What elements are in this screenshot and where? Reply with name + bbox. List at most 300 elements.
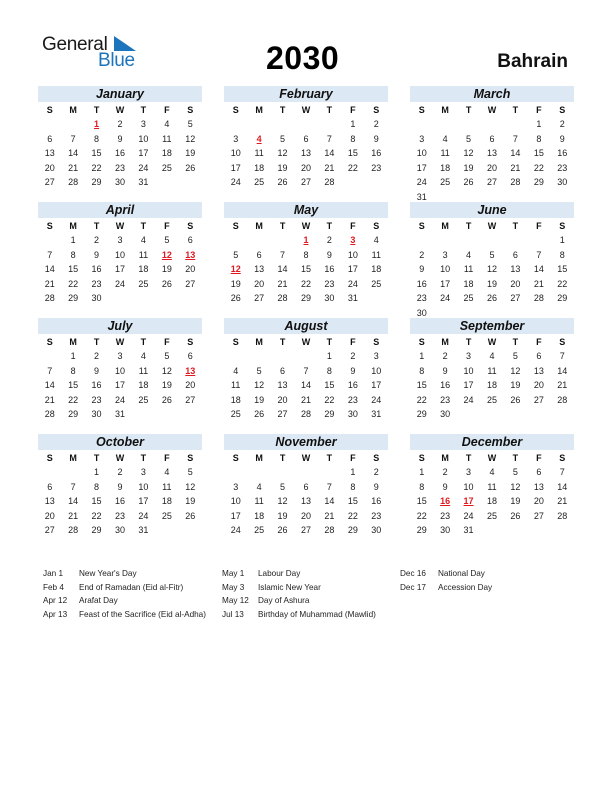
day-cell: 11 — [440, 148, 450, 158]
holiday-date: May 3 — [222, 582, 245, 592]
holiday-row — [400, 567, 492, 581]
day-cell: 15 — [533, 148, 544, 158]
day-cell: 29 — [324, 409, 335, 419]
day-cell: 25 — [138, 394, 149, 405]
day-cell: 15 — [324, 380, 335, 390]
weekday-label: M — [255, 221, 263, 231]
empty-cell — [433, 233, 456, 248]
day-cell: 27 — [185, 278, 196, 289]
day-cell: 9 — [326, 249, 332, 260]
day-cell: 15 — [347, 148, 358, 158]
weekday-label: T — [465, 221, 472, 231]
holiday-date: May 1 — [222, 569, 245, 578]
day-cell: 11 — [487, 365, 497, 376]
day-cell: 31 — [114, 409, 125, 419]
empty-cell — [480, 233, 503, 248]
day-cell: 8 — [326, 365, 332, 376]
day-cell: 11 — [162, 481, 172, 492]
month-header: July — [38, 318, 202, 334]
day-cell: 28 — [68, 525, 79, 535]
holiday-name: Accession Day — [438, 582, 493, 592]
holiday-name: End of Ramadan (Eid al-Fitr) — [79, 582, 184, 592]
day-cell: 21 — [300, 394, 311, 405]
day-cell: 27 — [277, 409, 288, 419]
day-cell: 2 — [117, 119, 123, 129]
weekday-label: S — [187, 105, 194, 115]
day-cell: 26 — [510, 394, 521, 405]
day-cell: 29 — [91, 177, 102, 187]
day-cell: 27 — [44, 525, 55, 535]
empty-cell — [271, 117, 294, 132]
day-cell: 20 — [254, 278, 265, 289]
day-cell: 8 — [559, 249, 565, 260]
day-cell: 19 — [277, 162, 288, 173]
day-cell: 22 — [557, 278, 568, 289]
day-cell: 19 — [486, 278, 497, 289]
day-cell: 23 — [440, 510, 451, 521]
empty-cell — [247, 117, 270, 132]
weekday-label: F — [164, 105, 170, 115]
day-cell: 17 — [138, 148, 149, 158]
day-cell: 10 — [230, 148, 241, 158]
holiday-name: Feast of the Sacrifice (Eid al-Adha) — [79, 609, 206, 619]
day-cell: 2 — [419, 249, 425, 260]
holiday-name: Islamic New Year — [258, 582, 321, 592]
day-cell: 9 — [94, 365, 100, 376]
day-cell: 22 — [416, 394, 427, 405]
day-cell: 13 — [510, 264, 521, 274]
weekday-label: M — [69, 221, 77, 231]
day-cell: 17 — [230, 162, 241, 173]
day-cell: 24 — [138, 162, 149, 173]
day-cell: 29 — [416, 525, 427, 535]
day-cell: 27 — [533, 394, 544, 405]
month-header: June — [410, 202, 574, 218]
day-grid — [38, 335, 202, 422]
day-cell: 5 — [164, 351, 170, 361]
day-cell: 19 — [254, 394, 265, 405]
day-cell: 7 — [536, 249, 542, 260]
day-cell: 13 — [533, 481, 544, 492]
day-cell: 30 — [324, 293, 335, 303]
weekday-label: W — [487, 337, 497, 347]
weekday-label: T — [326, 221, 333, 231]
day-cell: 18 — [138, 264, 149, 274]
day-cell: 3 — [117, 351, 123, 361]
day-cell: 24 — [347, 278, 358, 289]
day-grid — [410, 103, 574, 204]
day-cell: 12 — [510, 481, 521, 492]
day-cell: 24 — [230, 177, 241, 187]
day-cell: 7 — [47, 249, 53, 260]
weekday-label: T — [326, 337, 333, 347]
day-cell: 8 — [350, 133, 356, 144]
day-cell: 19 — [161, 264, 172, 274]
weekday-label: M — [69, 105, 77, 115]
weekday-label: W — [301, 453, 311, 463]
weekday-label: T — [93, 105, 100, 115]
weekday-label: S — [559, 453, 566, 463]
day-cell: 4 — [164, 119, 170, 129]
day-cell: 20 — [277, 394, 288, 405]
weekday-label: S — [46, 105, 53, 115]
day-cell: 3 — [466, 351, 472, 361]
day-cell: 19 — [277, 510, 288, 521]
day-cell: 6 — [280, 365, 286, 376]
day-cell: 10 — [347, 249, 358, 260]
day-cell: 7 — [326, 133, 332, 144]
day-cell: 12 — [277, 148, 288, 158]
day-cell: 21 — [324, 162, 335, 173]
day-cell: 29 — [347, 525, 358, 535]
day-cell: 31 — [138, 525, 149, 535]
day-cell: 1 — [326, 351, 332, 361]
day-cell: 10 — [416, 148, 427, 158]
day-cell: 8 — [350, 481, 356, 492]
day-cell: 24 — [463, 510, 474, 521]
day-cell: 10 — [138, 481, 149, 492]
month-header: January — [38, 86, 202, 102]
empty-cell — [527, 233, 550, 248]
day-cell: 25 — [254, 525, 265, 535]
day-cell: 8 — [94, 481, 100, 492]
day-cell: 15 — [300, 264, 311, 274]
day-cell: 24 — [463, 394, 474, 405]
day-cell: 15 — [91, 496, 102, 506]
day-grid — [38, 219, 202, 306]
day-cell: 2 — [94, 351, 100, 361]
day-cell: 25 — [371, 278, 382, 289]
day-cell: 8 — [70, 249, 76, 260]
day-cell: 29 — [68, 293, 79, 303]
day-cell: 11 — [138, 365, 149, 376]
day-cell: 5 — [512, 467, 518, 477]
month-header: October — [38, 434, 202, 450]
empty-cell — [224, 233, 247, 248]
day-grid — [38, 103, 202, 190]
month-march — [410, 86, 574, 204]
day-cell: 18 — [230, 394, 241, 405]
day-cell: 9 — [373, 481, 379, 492]
holiday-column — [43, 567, 206, 621]
day-cell: 25 — [440, 177, 451, 187]
day-cell: 1 — [419, 351, 425, 361]
empty-cell — [224, 349, 247, 364]
holiday-date: Jul 13 — [222, 609, 244, 619]
weekday-label: F — [164, 337, 170, 347]
weekday-label: F — [164, 453, 170, 463]
holiday-date: Dec 17 — [400, 582, 426, 592]
logo-text-general: General — [42, 34, 108, 55]
day-cell: 10 — [463, 481, 474, 492]
weekday-label: W — [487, 221, 497, 231]
holiday-day-cell: 1 — [94, 119, 100, 129]
weekday-label: T — [465, 105, 472, 115]
day-cell: 15 — [68, 264, 79, 274]
day-cell: 18 — [161, 496, 172, 506]
day-cell: 7 — [70, 481, 76, 492]
logo-triangle-icon — [114, 36, 136, 51]
day-cell: 9 — [350, 365, 356, 376]
day-cell: 31 — [463, 525, 474, 535]
day-cell: 28 — [277, 293, 288, 303]
weekday-label: F — [536, 105, 542, 115]
weekday-label: S — [373, 453, 380, 463]
day-cell: 16 — [91, 264, 102, 274]
day-cell: 12 — [463, 148, 474, 158]
day-cell: 14 — [324, 496, 335, 506]
day-cell: 23 — [114, 162, 125, 173]
day-cell: 12 — [254, 380, 265, 390]
day-cell: 27 — [486, 177, 497, 187]
day-cell: 9 — [117, 133, 123, 144]
day-cell: 5 — [489, 249, 495, 260]
day-cell: 3 — [233, 133, 239, 144]
day-cell: 6 — [489, 133, 495, 144]
empty-cell — [38, 465, 61, 480]
day-cell: 30 — [440, 409, 451, 419]
day-cell: 10 — [440, 264, 451, 274]
day-cell: 1 — [536, 119, 542, 129]
weekday-label: F — [536, 221, 542, 231]
day-cell: 27 — [254, 293, 265, 303]
month-header: November — [224, 434, 388, 450]
day-cell: 5 — [280, 481, 286, 492]
weekday-label: S — [373, 105, 380, 115]
weekday-label: S — [373, 337, 380, 347]
day-cell: 11 — [487, 481, 497, 492]
day-cell: 23 — [440, 394, 451, 405]
day-cell: 10 — [114, 249, 125, 260]
day-cell: 29 — [557, 293, 568, 303]
weekday-label: S — [232, 453, 239, 463]
day-cell: 25 — [161, 162, 172, 173]
day-cell: 8 — [70, 365, 76, 376]
empty-cell — [271, 465, 294, 480]
day-cell: 4 — [140, 235, 146, 245]
empty-cell — [318, 465, 341, 480]
weekday-label: F — [350, 105, 356, 115]
weekday-label: W — [115, 105, 125, 115]
day-cell: 22 — [416, 510, 427, 521]
day-cell: 26 — [486, 293, 497, 303]
weekday-label: S — [232, 221, 239, 231]
day-cell: 22 — [533, 162, 544, 173]
day-cell: 13 — [486, 148, 497, 158]
day-cell: 17 — [416, 162, 427, 173]
day-cell: 29 — [416, 409, 427, 419]
day-cell: 22 — [324, 394, 335, 405]
day-cell: 27 — [533, 510, 544, 521]
day-cell: 13 — [44, 496, 55, 506]
day-cell: 21 — [533, 278, 544, 289]
day-cell: 21 — [324, 510, 335, 521]
weekday-label: T — [140, 105, 147, 115]
day-cell: 22 — [68, 394, 79, 405]
empty-cell — [294, 465, 317, 480]
day-cell: 2 — [373, 467, 379, 477]
day-cell: 5 — [466, 133, 472, 144]
day-cell: 21 — [44, 394, 55, 405]
day-cell: 13 — [44, 148, 55, 158]
day-cell: 20 — [44, 510, 55, 521]
day-cell: 7 — [559, 467, 565, 477]
holiday-row — [43, 594, 206, 608]
day-cell: 10 — [463, 365, 474, 376]
day-cell: 21 — [277, 278, 288, 289]
day-cell: 8 — [419, 365, 425, 376]
holiday-row — [222, 581, 376, 595]
weekday-label: T — [326, 105, 333, 115]
day-cell: 13 — [533, 365, 544, 376]
day-cell: 1 — [559, 235, 565, 245]
holiday-row — [222, 594, 376, 608]
weekday-label: S — [418, 105, 425, 115]
day-cell: 20 — [185, 264, 196, 274]
weekday-label: T — [512, 221, 519, 231]
day-cell: 9 — [419, 264, 425, 274]
day-cell: 15 — [68, 380, 79, 390]
day-cell: 28 — [324, 177, 335, 187]
day-cell: 18 — [463, 278, 474, 289]
weekday-label: F — [350, 337, 356, 347]
day-cell: 4 — [489, 467, 495, 477]
day-cell: 17 — [230, 510, 241, 521]
day-cell: 20 — [510, 278, 521, 289]
day-cell: 2 — [373, 119, 379, 129]
day-cell: 5 — [187, 467, 193, 477]
day-cell: 14 — [557, 365, 568, 376]
holiday-name: Arafat Day — [79, 596, 118, 605]
day-cell: 11 — [254, 148, 264, 158]
day-cell: 6 — [187, 351, 193, 361]
day-cell: 3 — [442, 249, 448, 260]
day-cell: 22 — [91, 510, 102, 521]
weekday-label: T — [93, 453, 100, 463]
day-cell: 24 — [138, 510, 149, 521]
day-cell: 27 — [510, 293, 521, 303]
day-cell: 4 — [489, 351, 495, 361]
weekday-label: T — [512, 105, 519, 115]
holiday-date: Apr 13 — [43, 609, 68, 619]
day-cell: 21 — [44, 278, 55, 289]
day-cell: 22 — [300, 278, 311, 289]
weekday-label: S — [187, 337, 194, 347]
day-cell: 24 — [416, 177, 427, 187]
day-cell: 2 — [117, 467, 123, 477]
weekday-label: T — [512, 337, 519, 347]
day-cell: 5 — [164, 235, 170, 245]
holiday-day-cell: 16 — [440, 496, 451, 506]
day-cell: 30 — [114, 525, 125, 535]
day-cell: 26 — [463, 177, 474, 187]
day-cell: 16 — [371, 496, 382, 506]
day-cell: 3 — [466, 467, 472, 477]
day-cell: 30 — [91, 409, 102, 419]
empty-cell — [457, 117, 480, 132]
holiday-row — [222, 608, 376, 622]
day-cell: 14 — [44, 264, 55, 274]
weekday-label: M — [69, 337, 77, 347]
weekday-label: M — [441, 453, 449, 463]
holiday-date: Apr 12 — [43, 596, 68, 605]
day-cell: 30 — [347, 409, 358, 419]
month-header: August — [224, 318, 388, 334]
day-cell: 11 — [162, 133, 172, 144]
day-cell: 16 — [557, 148, 568, 158]
day-cell: 23 — [91, 394, 102, 405]
day-cell: 20 — [533, 496, 544, 506]
day-cell: 1 — [350, 467, 356, 477]
day-cell: 6 — [536, 467, 542, 477]
day-cell: 11 — [138, 249, 149, 260]
day-cell: 17 — [114, 264, 125, 274]
day-cell: 24 — [114, 278, 125, 289]
day-cell: 5 — [280, 133, 286, 144]
weekday-label: F — [350, 221, 356, 231]
day-cell: 10 — [138, 133, 149, 144]
day-cell: 2 — [442, 351, 448, 361]
weekday-label: S — [559, 105, 566, 115]
day-cell: 29 — [300, 293, 311, 303]
weekday-label: T — [93, 221, 100, 231]
weekday-label: T — [279, 105, 286, 115]
day-cell: 30 — [440, 525, 451, 535]
month-july — [38, 318, 202, 422]
day-cell: 10 — [230, 496, 241, 506]
weekday-label: W — [487, 453, 497, 463]
logo-text-blue: Blue — [98, 50, 135, 71]
month-header: September — [410, 318, 574, 334]
day-cell: 17 — [440, 278, 451, 289]
month-august — [224, 318, 388, 422]
day-cell: 22 — [91, 162, 102, 173]
day-cell: 8 — [419, 481, 425, 492]
day-cell: 3 — [140, 119, 146, 129]
empty-cell — [504, 233, 527, 248]
day-cell: 14 — [533, 264, 544, 274]
day-cell: 16 — [91, 380, 102, 390]
day-cell: 31 — [371, 409, 382, 419]
day-cell: 2 — [350, 351, 356, 361]
weekday-label: T — [465, 453, 472, 463]
day-cell: 14 — [300, 380, 311, 390]
day-cell: 4 — [164, 467, 170, 477]
day-cell: 31 — [416, 191, 427, 202]
holiday-name: Day of Ashura — [258, 596, 310, 605]
day-cell: 28 — [44, 409, 55, 419]
day-cell: 4 — [140, 351, 146, 361]
day-cell: 18 — [254, 162, 265, 173]
empty-cell — [480, 117, 503, 132]
day-cell: 12 — [277, 496, 288, 506]
day-cell: 6 — [303, 133, 309, 144]
day-cell: 1 — [419, 467, 425, 477]
month-september — [410, 318, 574, 422]
day-cell: 7 — [559, 351, 565, 361]
day-cell: 1 — [94, 467, 100, 477]
day-cell: 29 — [68, 409, 79, 419]
day-cell: 25 — [463, 293, 474, 303]
day-cell: 25 — [486, 394, 497, 405]
holiday-row — [43, 608, 206, 622]
day-cell: 26 — [277, 525, 288, 535]
day-cell: 5 — [233, 249, 239, 260]
day-cell: 7 — [47, 365, 53, 376]
holiday-day-cell: 12 — [161, 249, 172, 260]
day-grid — [410, 219, 574, 320]
empty-cell — [247, 233, 270, 248]
